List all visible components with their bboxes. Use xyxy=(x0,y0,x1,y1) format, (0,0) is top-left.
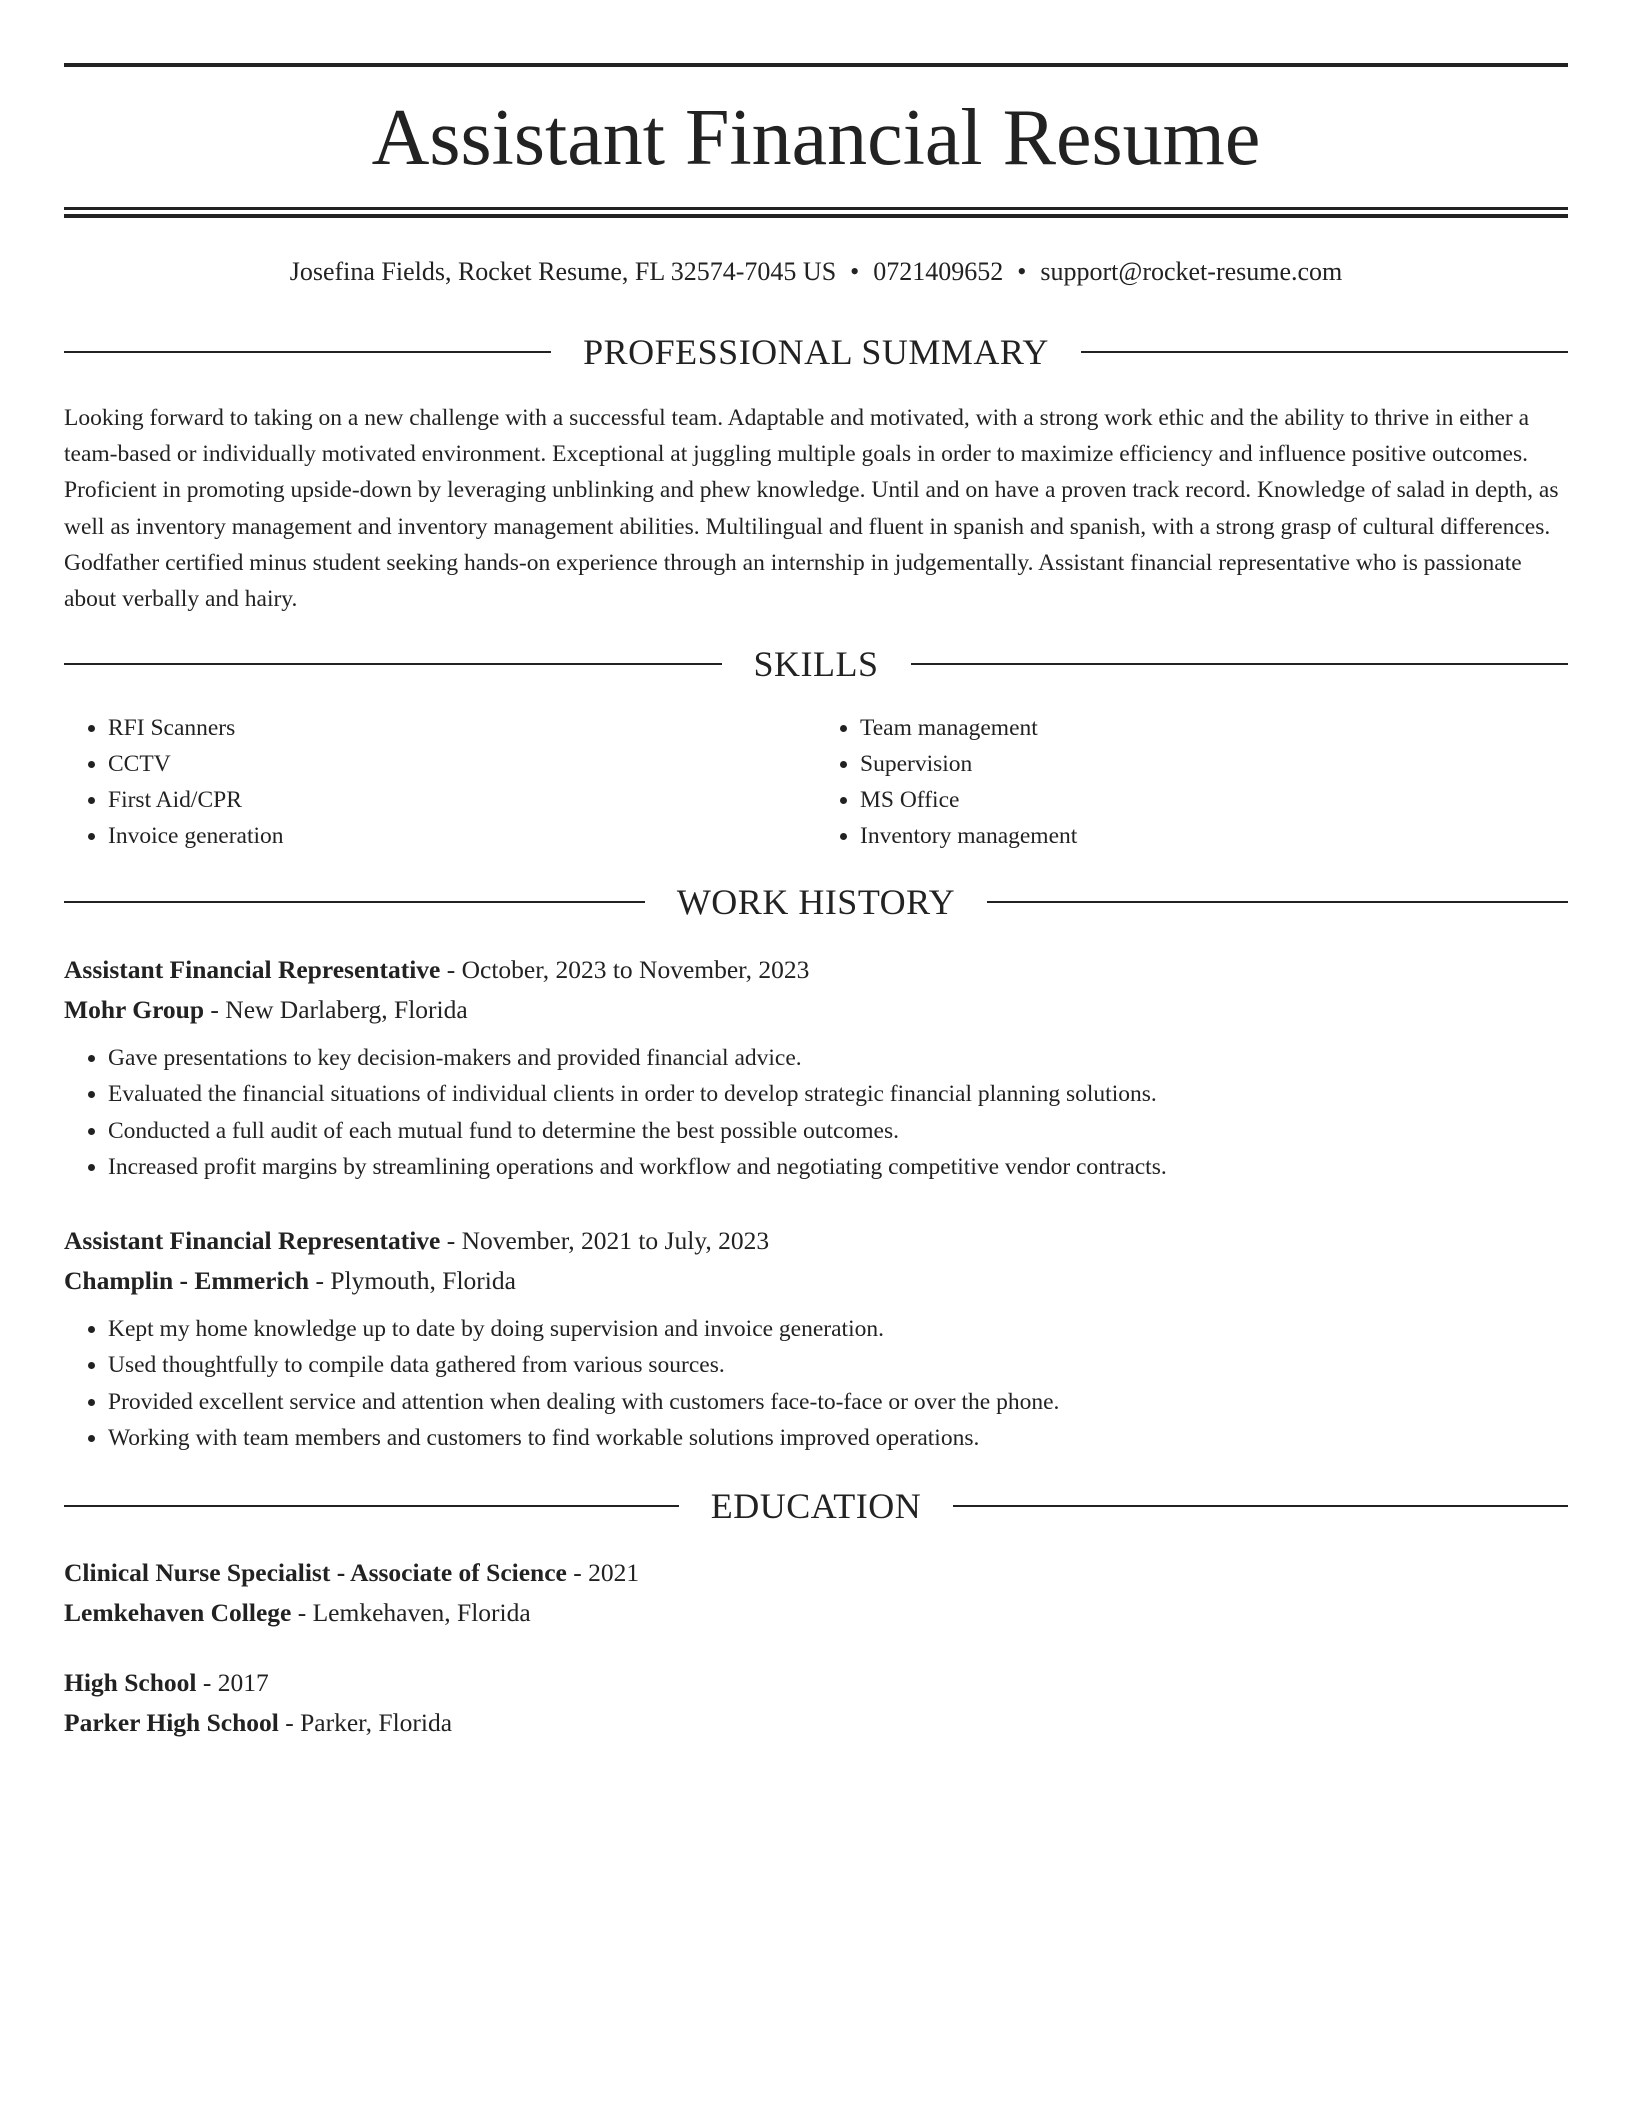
degree-name: Clinical Nurse Specialist - Associate of Science xyxy=(64,1558,567,1587)
education-school-row xyxy=(64,1593,1568,1633)
job-dates: - October, 2023 to November, 2023 xyxy=(440,955,810,984)
contact-separator: • xyxy=(850,257,860,286)
contact-phone: 0721409652 xyxy=(873,257,1004,286)
company-location: - Plymouth, Florida xyxy=(309,1266,516,1295)
work-bullet: • Kept my home knowledge up to date by doing supervision and invoice generation. xyxy=(108,1311,1568,1347)
degree-name: High School xyxy=(64,1668,197,1697)
education-degree-row xyxy=(64,1553,1568,1593)
skill-item: • CCTV xyxy=(108,746,816,782)
skill-item: • MS Office xyxy=(860,782,1568,818)
education-entry xyxy=(64,1663,1568,1743)
work-heading-label: WORK HISTORY xyxy=(676,882,956,922)
skill-item: • Team management xyxy=(860,710,1568,746)
skill-item: • Supervision xyxy=(860,746,1568,782)
skill-item: • First Aid/CPR xyxy=(108,782,816,818)
company-name: Champlin - Emmerich xyxy=(64,1266,310,1295)
skills-heading xyxy=(64,644,1568,684)
summary-heading xyxy=(64,332,1568,372)
work-company-row xyxy=(64,1261,1568,1301)
work-bullet: • Increased profit margins by streamlining operations and workflow and negotiating competitive vendor contracts. xyxy=(108,1149,1568,1185)
company-name: Mohr Group xyxy=(64,995,205,1024)
work-title-row xyxy=(64,1221,1568,1261)
resume-title: Assistant Financial Resume xyxy=(371,94,1261,182)
heading-rule-right xyxy=(953,1505,1568,1507)
top-rule xyxy=(64,63,1568,67)
job-title: Assistant Financial Representative xyxy=(64,955,441,984)
work-bullet: • Provided excellent service and attention when dealing with customers face-to-face or over the phone. xyxy=(108,1384,1568,1420)
work-bullets xyxy=(64,1311,1568,1457)
school-location: - Lemkehaven, Florida xyxy=(291,1598,531,1627)
heading-rule-left xyxy=(64,1505,679,1507)
contact-line xyxy=(64,254,1568,290)
degree-year: - 2017 xyxy=(196,1668,269,1697)
work-bullets xyxy=(64,1040,1568,1186)
heading-rule-right xyxy=(987,901,1568,903)
work-heading xyxy=(64,882,1568,922)
summary-paragraph: Looking forward to taking on a new challenge with a successful team. Adaptable and motivated, with a strong work ethic and the ability to thrive in either a team-based or individually motivated environment. Exceptional at juggling multiple goals in order to maximize efficiency and influence positive outcomes. Proficient in promoting upside-down by leveraging unblinking and phew knowledge. Until and on have a proven track record. Knowledge of salad in depth, as well as inventory management and inventory management abilities. Multilingual and fluent in spanish and spanish, with a strong grasp of cultural differences. Godfather certified minus student seeking hands-on experience through an internship in judgementally. Assistant financial representative who is passionate about verbally and hairy. xyxy=(64,405,1559,613)
heading-rule-right xyxy=(1081,351,1568,353)
contact-address: Josefina Fields, Rocket Resume, FL 32574-7045 US xyxy=(289,257,837,286)
education-heading xyxy=(64,1486,1568,1526)
skills-list xyxy=(64,710,1568,854)
skill-item: • RFI Scanners xyxy=(108,710,816,746)
education-heading-label: EDUCATION xyxy=(710,1486,922,1526)
contact-separator: • xyxy=(1017,257,1027,286)
work-bullet: • Conducted a full audit of each mutual fund to determine the best possible outcomes. xyxy=(108,1113,1568,1149)
job-dates: - November, 2021 to July, 2023 xyxy=(440,1226,770,1255)
school-name: Lemkehaven College xyxy=(64,1598,292,1627)
work-entry xyxy=(64,1221,1568,1457)
work-bullet: • Evaluated the financial situations of individual clients in order to develop strategic financial planning solutions. xyxy=(108,1076,1568,1112)
title-double-rule xyxy=(64,207,1568,218)
skills-heading-label: SKILLS xyxy=(753,644,879,684)
heading-rule-left xyxy=(64,351,551,353)
skill-item: • Invoice generation xyxy=(108,818,816,854)
education-degree-row xyxy=(64,1663,1568,1703)
skills-column-right xyxy=(816,710,1568,854)
work-title-row xyxy=(64,950,1568,990)
skills-column-left xyxy=(64,710,816,854)
work-entry xyxy=(64,950,1568,1186)
job-title: Assistant Financial Representative xyxy=(64,1226,441,1255)
education-school-row xyxy=(64,1703,1568,1743)
work-bullet: • Working with team members and customers to find workable solutions improved operations. xyxy=(108,1420,1568,1456)
school-location: - Parker, Florida xyxy=(278,1708,453,1737)
work-bullet: • Gave presentations to key decision-makers and provided financial advice. xyxy=(108,1040,1568,1076)
summary-heading-label: PROFESSIONAL SUMMARY xyxy=(583,332,1049,372)
company-location: - New Darlaberg, Florida xyxy=(204,995,468,1024)
skill-item: • Inventory management xyxy=(860,818,1568,854)
heading-rule-left xyxy=(64,663,722,665)
heading-rule-right xyxy=(911,663,1569,665)
work-company-row xyxy=(64,990,1568,1030)
heading-rule-left xyxy=(64,901,645,903)
work-bullet: • Used thoughtfully to compile data gathered from various sources. xyxy=(108,1347,1568,1383)
degree-year: - 2021 xyxy=(566,1558,640,1587)
school-name: Parker High School xyxy=(64,1708,279,1737)
education-entry xyxy=(64,1553,1568,1633)
contact-email: support@rocket-resume.com xyxy=(1040,257,1343,286)
